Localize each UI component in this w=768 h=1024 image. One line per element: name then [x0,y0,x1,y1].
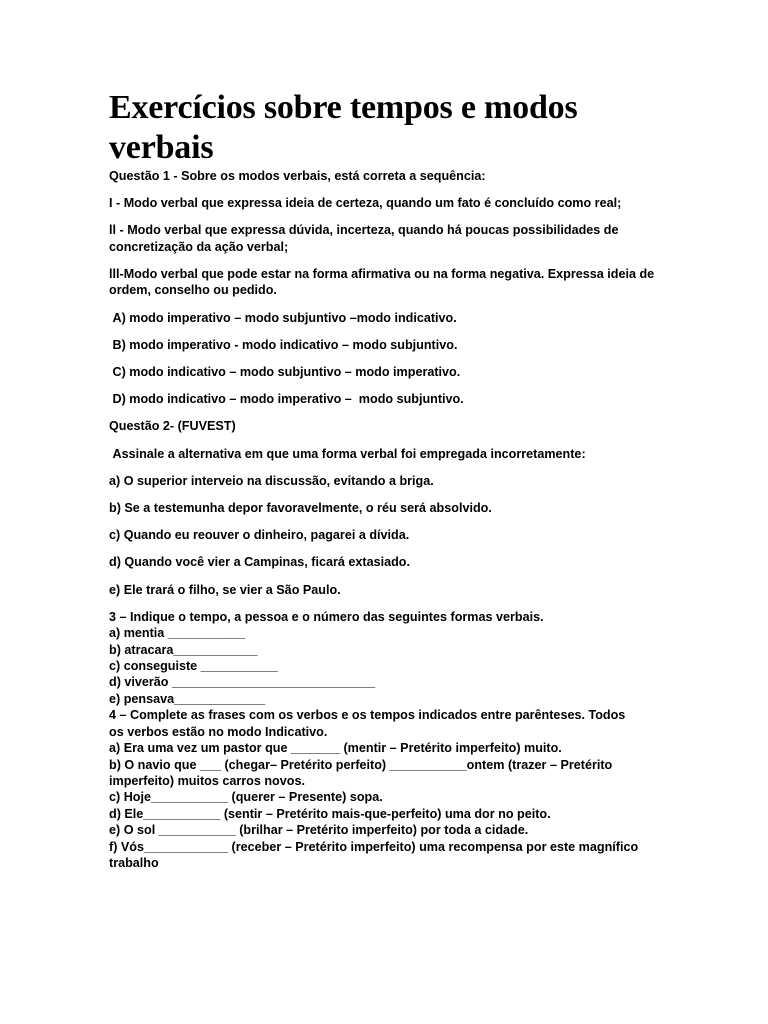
question-1-option-c: C) modo indicativo – modo subjuntivo – modo imperativo. [109,365,461,380]
question-2 [109,418,669,598]
question-2-heading: Questão 2- (FUVEST) [109,419,236,434]
question-4-line-b-cont: imperfeito) muitos carros novos. [109,773,305,788]
question-2-option-e: e) Ele trará o filho, se vier a São Paulo. [109,582,341,597]
question-4-line-a: a) Era uma vez um pastor que _______ (mentir – Pretérito imperfeito) muito. [109,741,562,756]
question-2-option-b: b) Se a testemunha depor favoravelmente, o réu será absolvido. [109,501,492,516]
question-1-item-1: I - Modo verbal que expressa ideia de certeza, quando um fato é concluído como real; [109,196,622,211]
question-1-option-b: B) modo imperativo - modo indicativo – modo subjuntivo. [109,337,458,352]
question-4-line-f: f) Vós____________ (receber – Pretérito imperfeito) uma recompensa por este magnífico [109,839,639,854]
question-3-heading: 3 – Indique o tempo, a pessoa e o número das seguintes formas verbais. [109,609,544,624]
question-1-item-3: lll-Modo verbal que pode estar na forma afirmativa ou na forma negativa. Expressa ideia de ordem, conselho ou pedido. [109,267,658,298]
question-4-line-b: b) O navio que ___ (chegar– Pretérito perfeito) ___________ontem (trazer – Pretérito [109,757,613,772]
question-1-heading: Questão 1 - Sobre os modos verbais, está correta a sequência: [109,169,486,183]
question-1-option-a: A) modo imperativo – modo subjuntivo –modo indicativo. [109,310,457,325]
question-3-line-c: c) conseguiste ___________ [109,659,278,674]
question-4-heading-line-1: 4 – Complete as frases com os verbos e os tempos indicados entre parênteses. Todos [109,708,626,723]
question-4-line-c: c) Hoje___________ (querer – Presente) sopa. [109,790,383,805]
question-3 [109,609,669,707]
question-1 [109,168,669,408]
question-3-line-b: b) atracara____________ [109,642,258,657]
document-page [109,88,669,871]
question-2-option-a: a) O superior interveio na discussão, evitando a briga. [109,473,434,488]
question-4-line-d: d) Ele___________ (sentir – Pretérito mais-que-perfeito) uma dor no peito. [109,806,551,821]
question-1-option-d: D) modo indicativo – modo imperativo – modo subjuntivo. [109,392,464,407]
question-3-line-e: e) pensava_____________ [109,691,266,706]
document-title: Exercícios sobre tempos e modos verbais [109,89,578,166]
question-2-prompt: Assinale a alternativa em que uma forma verbal foi empregada incorretamente: [109,446,586,461]
question-3-line-a: a) mentia ___________ [109,626,245,641]
question-3-line-d: d) viverão _____________________________ [109,675,376,690]
question-1-item-2: ll - Modo verbal que expressa dúvida, incerteza, quando há poucas possibilidades de concretização da ação verbal; [109,223,622,254]
question-4-line-e: e) O sol ___________ (brilhar – Pretérito imperfeito) por toda a cidade. [109,823,529,838]
question-4-heading-line-2: os verbos estão no modo Indicativo. [109,724,328,739]
question-2-option-d: d) Quando você vier a Campinas, ficará extasiado. [109,555,410,570]
question-2-option-c: c) Quando eu reouver o dinheiro, pagarei a dívida. [109,528,410,543]
question-4-line-f-cont: trabalho [109,855,159,870]
question-4 [109,707,669,871]
